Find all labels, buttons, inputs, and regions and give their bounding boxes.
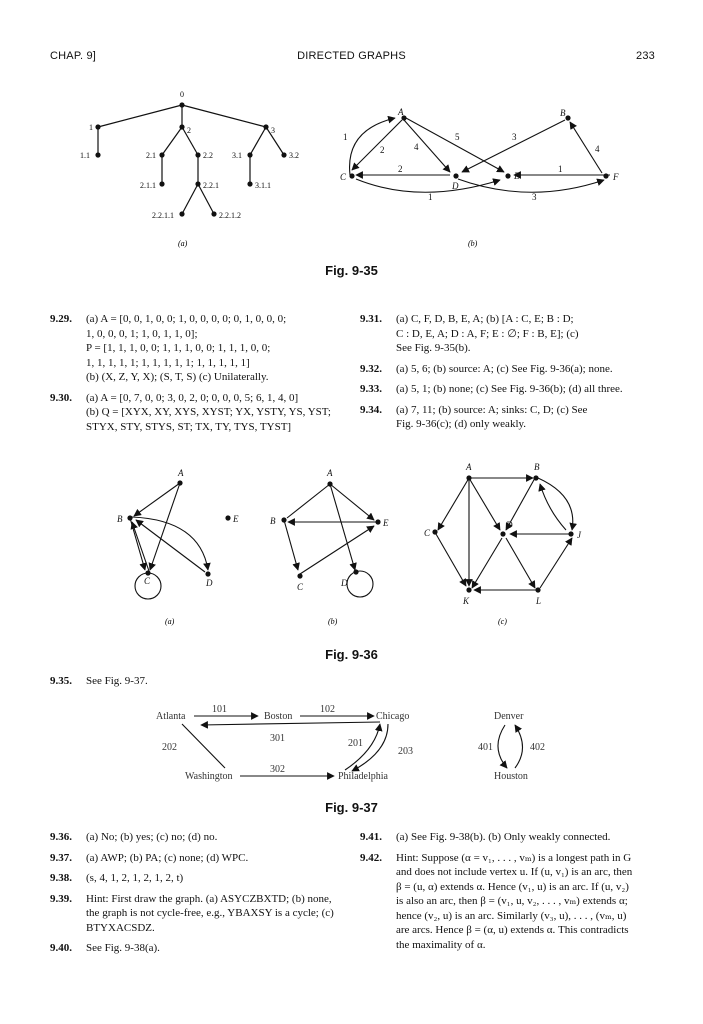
tree-label: 3.1.1: [255, 181, 271, 190]
vertex-label: C: [144, 576, 151, 586]
vertex-label: B: [270, 516, 276, 526]
flight-label: 302: [270, 764, 285, 775]
flight-label: 203: [398, 746, 413, 757]
fig35-sub-a: (a): [178, 239, 188, 248]
figure-9-36: [0, 460, 703, 640]
city-label: Philadelphia: [338, 771, 388, 782]
tree-label: 2.2.1: [203, 181, 219, 190]
tree-nodes: [95, 102, 286, 216]
answer-9-35: 9.35. See Fig. 9-37.: [50, 675, 148, 687]
vertex-label: A: [398, 107, 404, 117]
vertex-label: D: [452, 181, 459, 191]
flight-label: 202: [162, 742, 177, 753]
flight-label: 301: [270, 733, 285, 744]
vertex-label: D: [206, 578, 213, 588]
vertex-label: B: [117, 514, 123, 524]
tree-label: 2.2: [203, 151, 213, 160]
vertex-label: E: [233, 514, 239, 524]
vertex-label: J: [577, 530, 581, 540]
flight-label: 102: [320, 704, 335, 715]
answers-right: [360, 312, 660, 438]
vertex-label: D: [506, 520, 513, 530]
figure-9-37: [0, 700, 703, 790]
edge-weight: 4: [595, 144, 600, 154]
figure-caption: Fig. 9-36: [325, 647, 378, 662]
tree-label: 2.1: [146, 151, 156, 160]
running-title: DIRECTED GRAPHS: [297, 50, 406, 62]
city-label: Houston: [494, 771, 528, 782]
fig36-sub-a: (a): [165, 617, 175, 626]
flight-label: 201: [348, 738, 363, 749]
tree-label: 3.2: [289, 151, 299, 160]
edge-weight: 1: [428, 192, 433, 202]
answers2-left: 9.36. (a) No; (b) yes; (c) no; (d) no. 9.37. (a) AWP; (b) PA; (c) none; (d) WPC. 9.38. (s, 4, 1, 2, 1, 2, 1, 2, t) 9.39. Hint: First draw the graph. (a) ASYCZBXTD; (b) none, the graph is not cycle-free, e.g., YBAXSY is a cycle; (c) BTYXACSDZ. 9.40. See Fig. 9-38(a).: [50, 831, 334, 954]
answer-item: 9.33. (a) 5, 1; (b) none; (c) See Fig. 9-36(b); (d) all three.: [360, 383, 623, 395]
tree-diagram: [98, 105, 284, 214]
tree-label: 0: [180, 90, 184, 99]
edge-weight: 4: [414, 142, 419, 152]
tree-label: 3: [271, 126, 275, 135]
flight-label: 401: [478, 742, 493, 753]
vertex-label: L: [536, 596, 542, 606]
answer-item: 9.29. (a) A = [0, 0, 1, 0, 0; 1, 0, 0, 0, 0; 0, 1, 0, 0, 0; 1, 0, 0, 0, 1; 1, 0, 1, 1, 0]; P = [1, 1, 1, 0, 0; 1, 1, 1, 0, 0; 1, 1, 1, 0, 0; 1, 1, 1, 1, 1; 1, 1, 1, 1, 1; 1, 1, 1, 1, 1] (b) (X, Z, Y, X); (S, T, S) (c) Unilaterally.: [50, 313, 287, 383]
tree-label: 2.1.1: [140, 181, 156, 190]
city-label: Atlanta: [156, 711, 186, 722]
fig36-sub-b: (b): [328, 617, 338, 626]
vertex-label: A: [466, 462, 472, 472]
city-label: Washington: [185, 771, 233, 782]
edge-weight: 2: [398, 164, 403, 174]
tree-label: 2.2.1.2: [219, 211, 241, 220]
figure-9-35: [0, 80, 703, 260]
tree-label: 2: [187, 126, 191, 135]
city-label: Chicago: [376, 711, 410, 722]
vertex-label: E: [514, 171, 520, 181]
vertex-label: C: [424, 528, 431, 538]
tree-label: 1: [89, 123, 93, 132]
answer-item: 9.34. (a) 7, 11; (b) source: A; sinks: C, D; (c) See Fig. 9-36(c); (d) only weakly.: [360, 403, 588, 430]
tree-label: 2.2.1.1: [152, 211, 174, 220]
edge-weight: 5: [455, 132, 460, 142]
flight-label: 101: [212, 704, 227, 715]
fig36-sub-c: (c): [498, 617, 507, 626]
vertex-label: C: [297, 582, 304, 592]
vertex-label: E: [383, 518, 389, 528]
answer-item: 9.31. (a) C, F, D, B, E, A; (b) [A : C, E; B : D; C : D, E, A; D : A, F; E : ∅; F : B, E]; (c) See Fig. 9-35(b).: [360, 313, 579, 354]
fig35-sub-b: (b): [468, 239, 478, 248]
figure-caption: Fig. 9-35: [325, 263, 378, 278]
city-label: Denver: [494, 711, 524, 722]
vertex-label: C: [340, 172, 347, 182]
page-number: 233: [636, 50, 655, 62]
vertex-label: D: [341, 578, 348, 588]
city-label: Boston: [264, 711, 293, 722]
edge-weight: 3: [532, 192, 537, 202]
edge-weight: 1: [343, 132, 348, 142]
vertex-label: B: [560, 108, 566, 118]
edge-weight: 2: [380, 145, 385, 155]
vertex-label: B: [534, 462, 540, 472]
edge-weight: 3: [512, 132, 517, 142]
vertex-label: F: [613, 172, 619, 182]
answer-item: 9.30. (a) A = [0, 7, 0, 0; 3, 0, 2, 0; 0, 0, 0, 5; 6, 1, 4, 0] (b) Q = [XYX, XY, XYS, XYST; YX, YSTY, YS, YST; STYX, STY, STYS, ST; TX, TY, TYS, TYST]: [50, 391, 331, 433]
tree-label: 3.1: [232, 151, 242, 160]
vertex-label: K: [463, 596, 470, 606]
chapter-label: CHAP. 9]: [50, 50, 97, 62]
vertex-label: A: [327, 468, 333, 478]
answers2-right: 9.41. (a) See Fig. 9-38(b). (b) Only weakly connected. 9.42. Hint: Suppose (α = v₁, . . . , vₘ) is a longest path in G and does not include vertex u. If (u, v₁) is an arc, then β = (u, α) extends α. Hence (v₁, u) is an arc. If (u, v₂) is also an arc, then β = (v₁, u, v₂, . . . , vₘ) extends α; hence (v₂, u) is an arc. Similarly (v₃, u), . . . , (vₘ, u) are arcs. Hence β = (α, u) extends α. This contradicts the maximality of α.: [360, 831, 633, 951]
answer-item: 9.32. (a) 5, 6; (b) source: A; (c) See Fig. 9-36(a); none.: [360, 362, 613, 375]
edge-weight: 1: [558, 164, 563, 174]
figure-caption: Fig. 9-37: [325, 800, 378, 815]
answers-left: [50, 312, 350, 440]
vertex-label: A: [178, 468, 184, 478]
tree-label: 1.1: [80, 151, 90, 160]
flight-label: 402: [530, 742, 545, 753]
weighted-digraph: [350, 118, 610, 192]
